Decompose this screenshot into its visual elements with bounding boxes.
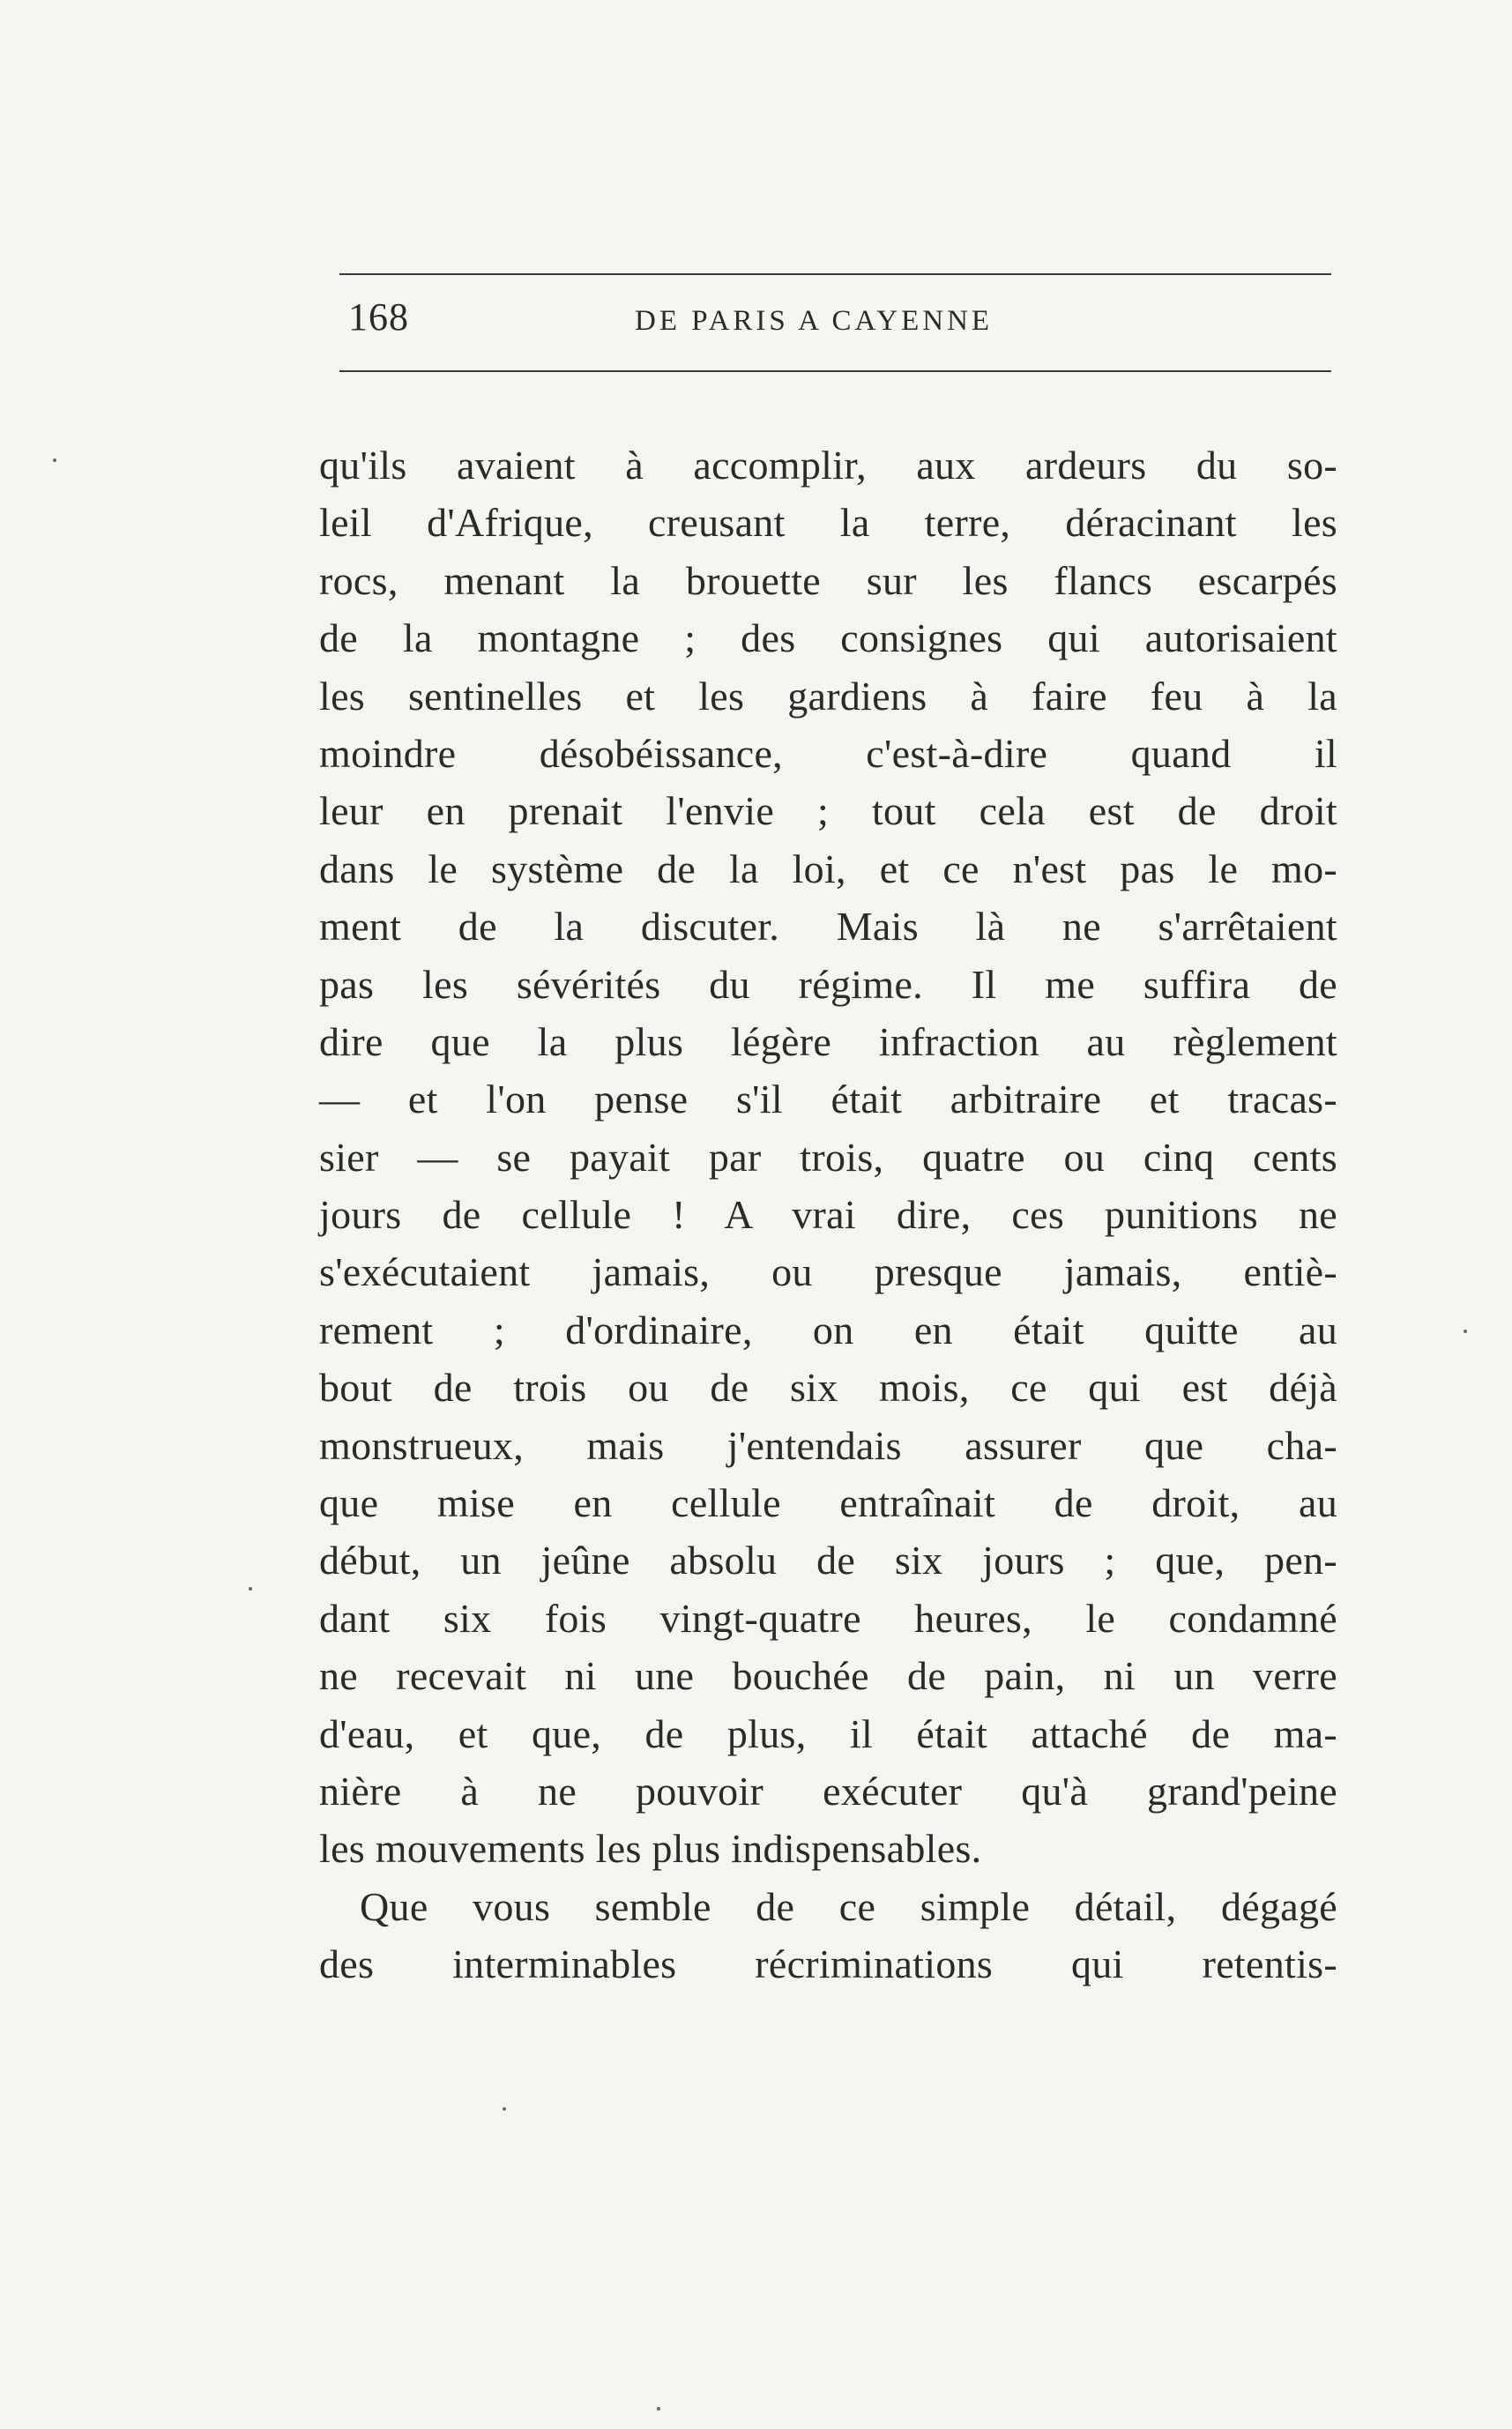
text-line: de la montagne ; des consignes qui autorisaient [319,615,1337,661]
text-line: pas les sévérités du régime. Il me suffira de [319,961,1337,1007]
text-line: qu'ils avaient à accomplir, aux ardeurs du so- [319,443,1337,488]
header-rule-bottom [339,370,1331,372]
header-rule-top [339,273,1331,275]
text-line: — et l'on pense s'il était arbitraire et tracas- [319,1077,1337,1122]
text-line: ne recevait ni une bouchée de pain, ni un verre [319,1653,1337,1699]
text-line-paragraph-end: les mouvements les plus indispensables. [319,1826,982,1872]
text-line: des interminables récriminations qui retentis- [319,1941,1337,1987]
running-head: DE PARIS A CAYENNE [635,305,994,337]
text-line: rement ; d'ordinaire, on en était quitte au [319,1307,1337,1352]
paper-speck [1464,1330,1467,1333]
text-line: s'exécutaient jamais, ou presque jamais, entiè- [319,1249,1337,1295]
text-line: dant six fois vingt-quatre heures, le condamné [319,1595,1337,1641]
text-line: monstrueux, mais j'entendais assurer que cha- [319,1422,1337,1468]
text-line: leur en prenait l'envie ; tout cela est de droit [319,788,1337,834]
text-line: rocs, menant la brouette sur les flancs escarpés [319,557,1337,603]
text-line: leil d'Afrique, creusant la terre, déracinant les [319,500,1337,546]
text-line: début, un jeûne absolu de six jours ; que, pen- [319,1538,1337,1583]
text-line: sier — se payait par trois, quatre ou cinq cents [319,1134,1337,1180]
text-line: nière à ne pouvoir exécuter qu'à grand'peine [319,1768,1337,1814]
page-number: 168 [348,295,409,339]
text-line: ment de la discuter. Mais là ne s'arrêtaient [319,904,1337,950]
text-line: que mise en cellule entraînait de droit, au [319,1480,1337,1526]
body-text [319,436,1337,1993]
text-line: dans le système de la loi, et ce n'est pas le mo- [319,846,1337,891]
text-line: les sentinelles et les gardiens à faire feu à la [319,673,1337,719]
text-line: d'eau, et que, de plus, il était attaché de ma- [319,1710,1337,1756]
text-line: jours de cellule ! A vrai dire, ces punitions ne [319,1192,1337,1238]
text-line: bout de trois ou de six mois, ce qui est déjà [319,1365,1337,1411]
text-line: dire que la plus légère infraction au règlement [319,1018,1337,1064]
paper-speck [249,1587,252,1591]
text-line: moindre désobéissance, c'est-à-dire quand il [319,730,1337,776]
text-line-paragraph-start: Que vous semble de ce simple détail, dégagé [360,1883,1337,1929]
paper-speck [53,458,56,462]
paper-speck [503,2107,506,2111]
paper-speck [657,2407,660,2410]
